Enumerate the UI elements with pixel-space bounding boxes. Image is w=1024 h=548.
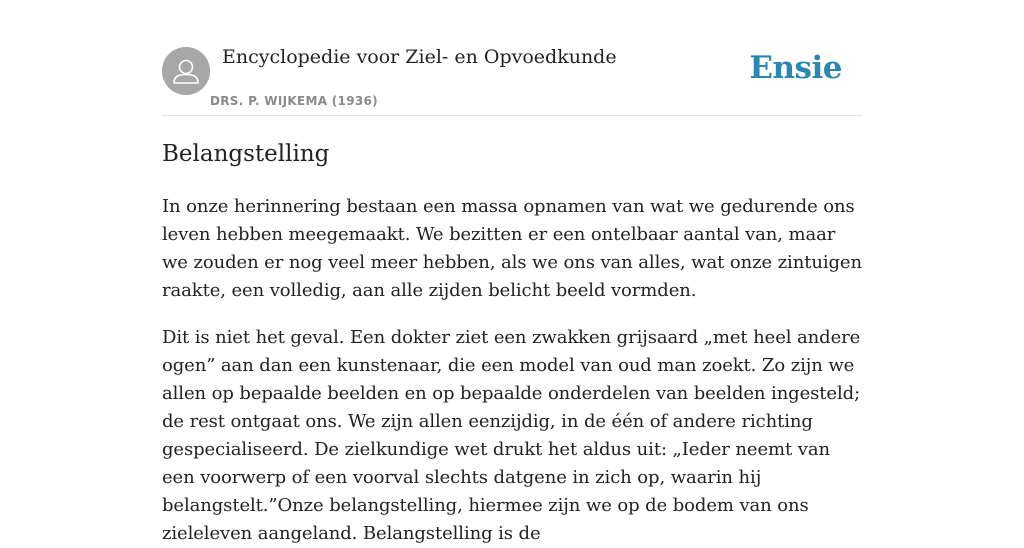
- publication-title[interactable]: Encyclopedie voor Ziel- en Opvoedkunde: [222, 46, 617, 68]
- brand-logo[interactable]: Ensie: [749, 50, 842, 86]
- article-title: Belangstelling: [162, 141, 330, 167]
- article-paragraph: Dit is niet het geval. Een dokter ziet een zwakken grijsaard „met heel andere ogen” aan dan een kunstenaar, die een model van oud man zoekt. Zo zijn we allen op bepaalde beelden en op bepaalde onderdelen van beelden ingesteld; de rest ontgaat ons. We zijn allen eenzijdig, in de één of andere richting gespecialiseerd. De zielkundige wet drukt het aldus uit: „Ieder neemt van een voorwerp of een voorval slechts datgene in zich op, waarin hij belangstelt.”Onze belangstelling, hiermee zijn we op de bodem van ons zieleleven aangeland. Belangstelling is de: [162, 327, 861, 544]
- article-header: [162, 38, 862, 116]
- author-name[interactable]: DRS. P. WIJKEMA (1936): [210, 94, 378, 108]
- user-avatar-icon[interactable]: [162, 47, 210, 95]
- article-paragraph: In onze herinnering bestaan een massa opnamen van wat we gedurende ons leven hebben meegemaakt. We bezitten er een ontelbaar aantal van, maar we zouden er nog veel meer hebben, als we ons van alles, wat onze zintuigen raakte, een volledig, aan alle zijden belicht beeld vormden.: [162, 196, 862, 301]
- article-body: [162, 138, 862, 548]
